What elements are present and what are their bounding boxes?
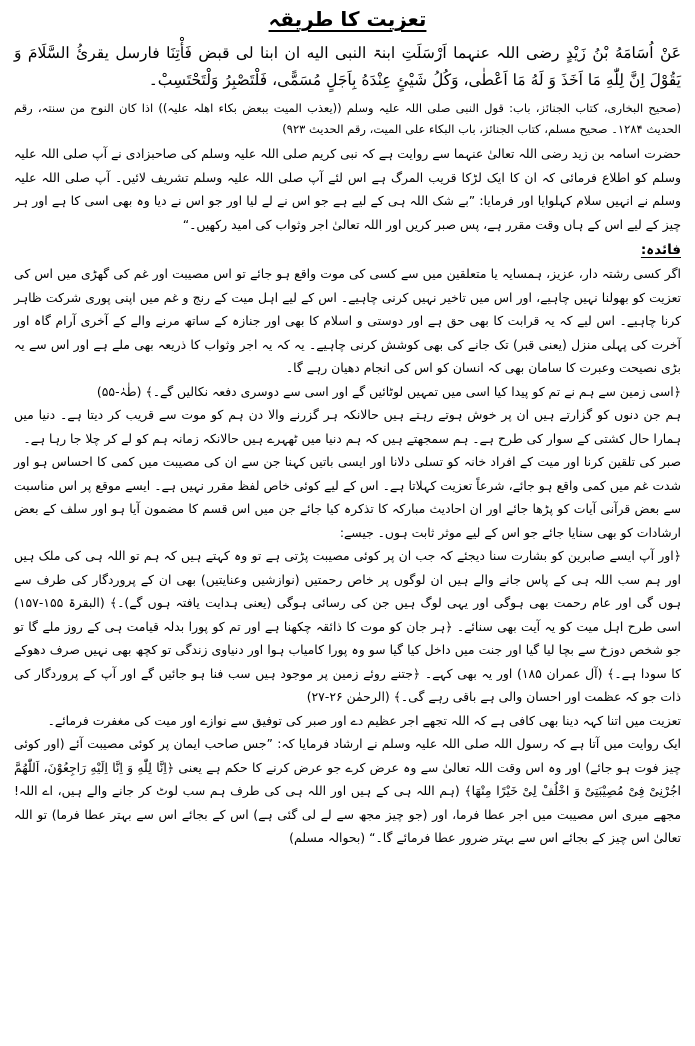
page-title-text: تعزیت کا طریقہ: [268, 7, 427, 31]
benefit-paragraph: ہم جن دنوں کو گزارتے ہیں ان پر خوش ہوتے رہتے ہیں حالانکہ ہر گزرنے والا دن ہم کو موت سے قریب کر دیتا ہے۔ دنیا میں ہمارا حال کشتی کے سوار کی طرح ہے۔ ہم سمجھتے ہیں کہ ہم دنیا میں ٹھہرے ہیں حالانکہ زمانہ ہم کو لے کر چلا جا رہا ہے۔: [14, 407, 681, 446]
hadith-translation: حضرت اسامہ بن زید رضی اللہ تعالیٰ عنہما سے روایت ہے کہ نبی کریم صلی اللہ علیہ وسلم کی صاحبزادی نے آپ صلی اللہ علیہ وسلم کو اطلاع فرمائی کہ ان کا ایک لڑکا قریب المرگ ہے اس لئے آپ صلی اللہ علیہ وسلم تشریف لائیں۔ آپ صلی اللہ علیہ وسلم نے انہیں سلام کہلوایا اور فرمایا: ”بے شک اللہ ہی کے لیے ہے جو اس نے لے لیا اور جو اس نے دیا وہ بھی اسی کا ہے اور ہر چیز کے لیے اس کے ہاں وقت مقرر ہے، پس صبر کریں اور اللہ تعالیٰ اجر وثواب کی امید رکھیں۔“: [14, 146, 681, 232]
benefit-paragraph: اگر کسی رشتہ دار، عزیز، ہمسایہ یا متعلقین میں سے کسی کی موت واقع ہو جائے تو اس مصیبت اور غم کی گھڑی میں اس کی تعزیت کو بھولنا نہیں چاہیے، اور اس میں تاخیر نہیں کرنی چاہیے۔ اس کے لیے اہل میت کے رنج و غم میں اپنی پوری شرکت ظاہر کرنا چاہیے۔ اس لیے کہ یہ قرابت کا بھی حق ہے اور دوستی و اسلام کا بھی اور جنازہ کے ساتھ مرنے والے کے آخری آرام گاہ اور آخرت کی پہلی منزل (یعنی قبر) تک جانے کی بھی کوشش کرنی چاہیے۔ یہ کہ یہ اجر وثواب کا ذریعہ بھی ملے ہے اور اس سے یہ بڑی نصیحت وعبرت کا سامان بھی کہ انسان کو اس کی انجام دھیان رہے گا۔: [14, 266, 681, 375]
dua-paragraph: ایک روایت میں آتا ہے کہ رسول اللہ صلی اللہ علیہ وسلم نے ارشاد فرمایا کہ: ”جس صاحب ایمان پر کوئی مصیبت آئے (اور کوئی چیز فوت ہو جائے) اور وہ اس وقت اللہ تعالیٰ سے وہ عرض کرے جو عرض کرنے کا حکم ہے یعنی ﴿اِنَّا لِلّٰهِ وَ اِنَّا اِلَيْهِ رَاجِعُوْنَ، اَللّٰهُمَّ اجُرْنِیْ فِیْ مُصِيْبَتِیْ وَ اخْلُفْ لِیْ خَيْرًا مِنْهَا﴾ (ہم اللہ ہی کے ہیں اور اللہ ہی کی طرف ہم سب لوٹ کر جانے والے ہیں، اے اللہ! مجھے میری اس مصیبت میں اجر عطا فرما، اور (جو چیز مجھ سے لے لی گئی ہے) اس کے بجائے اس سے بہتر عطا فرما) تو اللہ تعالیٰ اس چیز کے بجائے اس سے بہتر ضرور عطا فرمائے گا۔“ (بحوالہ مسلم): [14, 736, 681, 845]
benefit-heading: [14, 238, 681, 262]
benefit-paragraph: تعزیت میں اتنا کہہ دینا بھی کافی ہے کہ اللہ تجھے اجر عظیم دے اور صبر کی توفیق سے نوازے اور میت کی مغفرت فرمائے۔: [47, 712, 681, 728]
quran-verse-taha: ﴿اسی زمین سے ہم نے تم کو پیدا کیا اسی میں تمہیں لوٹائیں گے اور اسی سے دوسری دفعہ نکالیں گے۔﴾ (طٰہٰ-۵۵): [96, 383, 681, 399]
benefit-paragraph: صبر کی تلقین کرنا اور میت کے افراد خانہ کو تسلی دلانا اور ایسی باتیں کہنا جن سے ان کی مصیبت میں کمی کا احساس ہو اور شدت غم میں کمی واقع ہو جائے، شرعاً تعزیت کہلاتا ہے۔ اس کے لیے کوئی خاص لفظ مقرر نہیں ہے۔ ایسے موقع پر اس مناسبت سے بعض قرآنی آیات کو پڑھا جائے اور ان احادیث مبارکہ کا تذکرہ کیا جائے جن میں اس قسم کا مضمون آیا ہو اور سلف کے بعض ارشادات کو بھی سنایا جائے جو اس کے لیے موثر ثابت ہوں۔ جیسے:: [14, 454, 681, 540]
page-title: [14, 4, 681, 34]
hadith-reference: (صحیح البخاری، کتاب الجنائز، باب: قول النبی صلی اللہ علیہ وسلم ((یعذب المیت ببعض بکاء اھلہ علیہ)) اذا کان النوح من سنتہ، رقم الحدیث ۱۲۸۴۔ صحیح مسلم، کتاب الجنائز، باب البکاء علی المیت، رقم الحدیث ۹۲۳): [14, 101, 681, 136]
arabic-hadith: عَنْ اُسَامَهُ بْنُ زَيْدٍ رضی اللہ عنہما اَرْسَلَتِ ابنۃ النبی الیه ان ابنا لی قبض فَأْتِنَا فارسل یقرئُ السَّلَامَ وَ یَقُوْلَ اِنَّ لِلّٰهِ مَا اَخَذَ وَ لَهُ مَا اَعْطٰی، وَکُلُ شَیْئٍ عِنْدَهُ بِاَجَلٍ مُسَمًّی، فَلْتَصْبِرُ وَلْتَحْتَسِبْ۔: [14, 44, 681, 89]
quran-verses-paragraph: ﴿اور آپ ایسے صابرین کو بشارت سنا دیجئے کہ جب ان پر کوئی مصیبت پڑتی ہے تو وہ کہتے ہیں کہ ہم تو اللہ ہی کی ملک ہیں اور ہم سب اللہ ہی کے پاس جانے والے ہیں ان لوگوں پر خاص رحمتیں (نوازشیں وعنایتیں) بھی ان کے پروردگار کی طرف سے ہوں گی اور عام رحمت بھی ہوگی اور یہی لوگ ہیں جن کی رسائی ہوگی (یعنی ہدایت یافتہ ہوں گے)۔﴾ (البقرۃ ۱۵۵-۱۵۷) اسی طرح اہل میت کو یہ آیت بھی سنائے۔ ﴿ہر جان کو موت کا ذائقہ چکھنا ہے اور تم کو پورا بدلہ قیامت ہی کے روز ملے گا تو جو شخص دوزخ سے بچا لیا گیا اور جنت میں داخل کیا گیا سو وہ پورا کامیاب ہوا اور دنیاوی زندگی تو کچھ بھی نہیں صرف دھوکے کا سودا ہے۔﴾ (آل عمران ۱۸۵) اور یہ بھی کہے۔ ﴿جتنے روئے زمین پر موجود ہیں سب فنا ہو جائیں گے اور آپ کے پروردگار کی ذات جو کہ عظمت اور احسان والی ہے باقی رہے گی۔﴾ (الرحمٰن ۲۶-۲۷): [14, 548, 681, 704]
benefit-heading-text: فائدہ:: [640, 242, 681, 258]
document-page: [14, 4, 681, 850]
